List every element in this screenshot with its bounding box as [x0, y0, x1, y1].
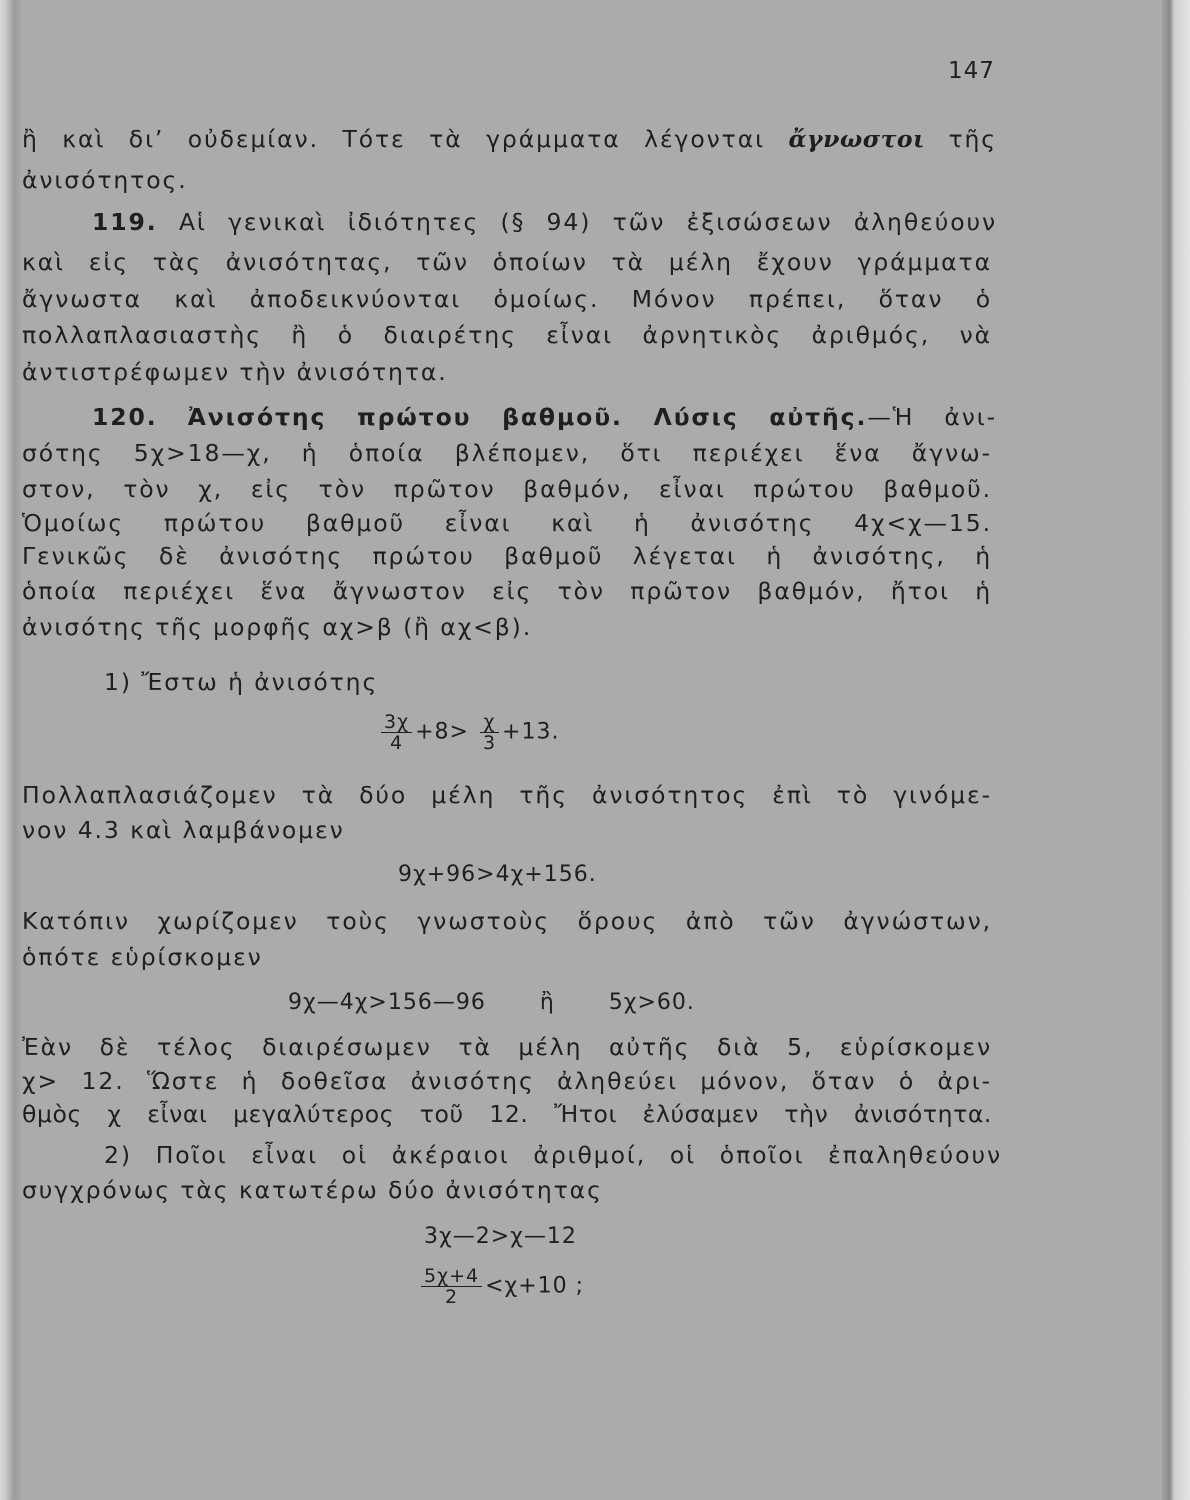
example-1-mult-line-1: Πολλαπλασιάζομεν τὰ δύο μέλη τῆς ἀνισότητος ἐπὶ τὸ γινόμε- [22, 781, 992, 809]
fraction-3x-over-4: $\frac{3\chi}{4}$ [381, 712, 412, 753]
section-120-line-1 [92, 400, 997, 434]
section-120-line-4: Ὁμοίως πρώτου βαθμοῦ εἶναι καὶ ἡ ἀνισότης 4χ<χ—15. [22, 509, 992, 537]
section-120-text-1: —Ἡ ἀνι- [867, 403, 998, 431]
section-120-title: Ἀνισότης πρώτου βαθμοῦ. Λύσις αὐτῆς. [187, 403, 868, 431]
example-1-formula-1: $\frac{3\chi}{4}$ +8> $\frac{\chi}{3}$ +13. [378, 712, 559, 753]
fraction-5x-plus-4-over-2: $\frac{5\chi+4}{2}$ [421, 1266, 482, 1307]
example-1-separate-line-2: ὁπότε εὑρίσκομεν [22, 943, 263, 971]
section-119-line-2: καὶ εἰς τὰς ἀνισότητας, τῶν ὁποίων τὰ μέλη ἔχουν γράμματα [22, 248, 992, 276]
section-120-line-3: στον, τὸν χ, εἰς τὸν πρῶτον βαθμόν, εἶναι πρώτου βαθμοῦ. [22, 475, 992, 503]
section-120-number: 120. [92, 403, 158, 431]
section-120-line-2: σότης 5χ>18—χ, ἡ ὁποία βλέπομεν, ὅτι περιέχει ἕνα ἄγνω- [22, 439, 992, 467]
example-2-formula-2: $\frac{5\chi+4}{2}$ <χ+10 ; [418, 1266, 584, 1307]
example-1-separate-line-1: Κατόπιν χωρίζομεν τοὺς γνωστοὺς ὅρους ἀπὸ τῶν ἀγνώστων, [22, 907, 992, 935]
page-number: 147 [948, 58, 995, 84]
section-120-line-7: ἀνισότης τῆς μορφῆς αχ>β (ἢ αχ<β). [22, 613, 533, 641]
fraction-x-over-3: $\frac{\chi}{3}$ [480, 712, 499, 753]
section-119-text-1: Αἱ γενικαὶ ἰδιότητες (§ 94) τῶν ἐξισώσεων ἀληθεύουν [178, 208, 997, 236]
page-left-shadow [0, 0, 22, 1500]
intro-text-a: ἢ καὶ δι’ οὐδεμίαν. Τότε τὰ γράμματα λέγονται [22, 125, 765, 153]
example-2-formula-1: 3χ—2>χ—12 [424, 1224, 577, 1249]
example-1-divide-line-2: χ> 12. Ὥστε ἡ δοθεῖσα ἀνισότης ἀληθεύει μόνον, ὅταν ὁ ἀρι- [22, 1067, 992, 1095]
section-119-line-1 [92, 205, 997, 239]
page-right-edge [1162, 0, 1190, 1500]
example-1-formula-3: 9χ—4χ>156—96 ἢ 5χ>60. [288, 990, 695, 1015]
intro-text-c: τῆς [948, 125, 997, 153]
section-119-line-3: ἄγνωστα καὶ ἀποδεικνύονται ὁμοίως. Μόνον πρέπει, ὅταν ὁ [22, 285, 992, 313]
section-119-line-4: πολλαπλασιαστὴς ἢ ὁ διαιρέτης εἶναι ἀρνητικὸς ἀριθμός, νὰ [22, 321, 992, 349]
example-2-line-2: συγχρόνως τὰς κατωτέρω δύο ἀνισότητας [22, 1176, 603, 1204]
example-1-intro: 1) Ἔστω ἡ ἀνισότης [104, 668, 379, 696]
example-1-mult-line-2: νον 4.3 καὶ λαμβάνομεν [22, 816, 345, 844]
section-120-line-5: Γενικῶς δὲ ἀνισότης πρώτου βαθμοῦ λέγεται ἡ ἀνισότης, ἡ [22, 542, 992, 570]
example-1-divide-line-1: Ἐὰν δὲ τέλος διαιρέσωμεν τὰ μέλη αὐτῆς διὰ 5, εὑρίσκομεν [22, 1033, 992, 1061]
intro-line-1 [22, 122, 997, 156]
section-119-number: 119. [92, 208, 158, 236]
section-119-line-5: ἀντιστρέφωμεν τὴν ἀνισότητα. [22, 358, 448, 386]
example-1-formula-2: 9χ+96>4χ+156. [398, 862, 597, 887]
intro-line-2: ἀνισότητος. [22, 166, 188, 194]
intro-term-unknowns: ἄγνωστοι [788, 125, 925, 153]
section-120-line-6: ὁποία περιέχει ἕνα ἄγνωστον εἰς τὸν πρῶτον βαθμόν, ἤτοι ἡ [22, 577, 992, 605]
example-1-divide-line-3: θμὸς χ εἶναι μεγαλύτερος τοῦ 12. Ἤτοι ἐλύσαμεν τὴν ἀνισότητα. [22, 1100, 992, 1128]
example-2-line-1: 2) Ποῖοι εἶναι οἱ ἀκέραιοι ἀριθμοί, οἱ ὁποῖοι ἐπαληθεύουν [104, 1141, 1002, 1169]
